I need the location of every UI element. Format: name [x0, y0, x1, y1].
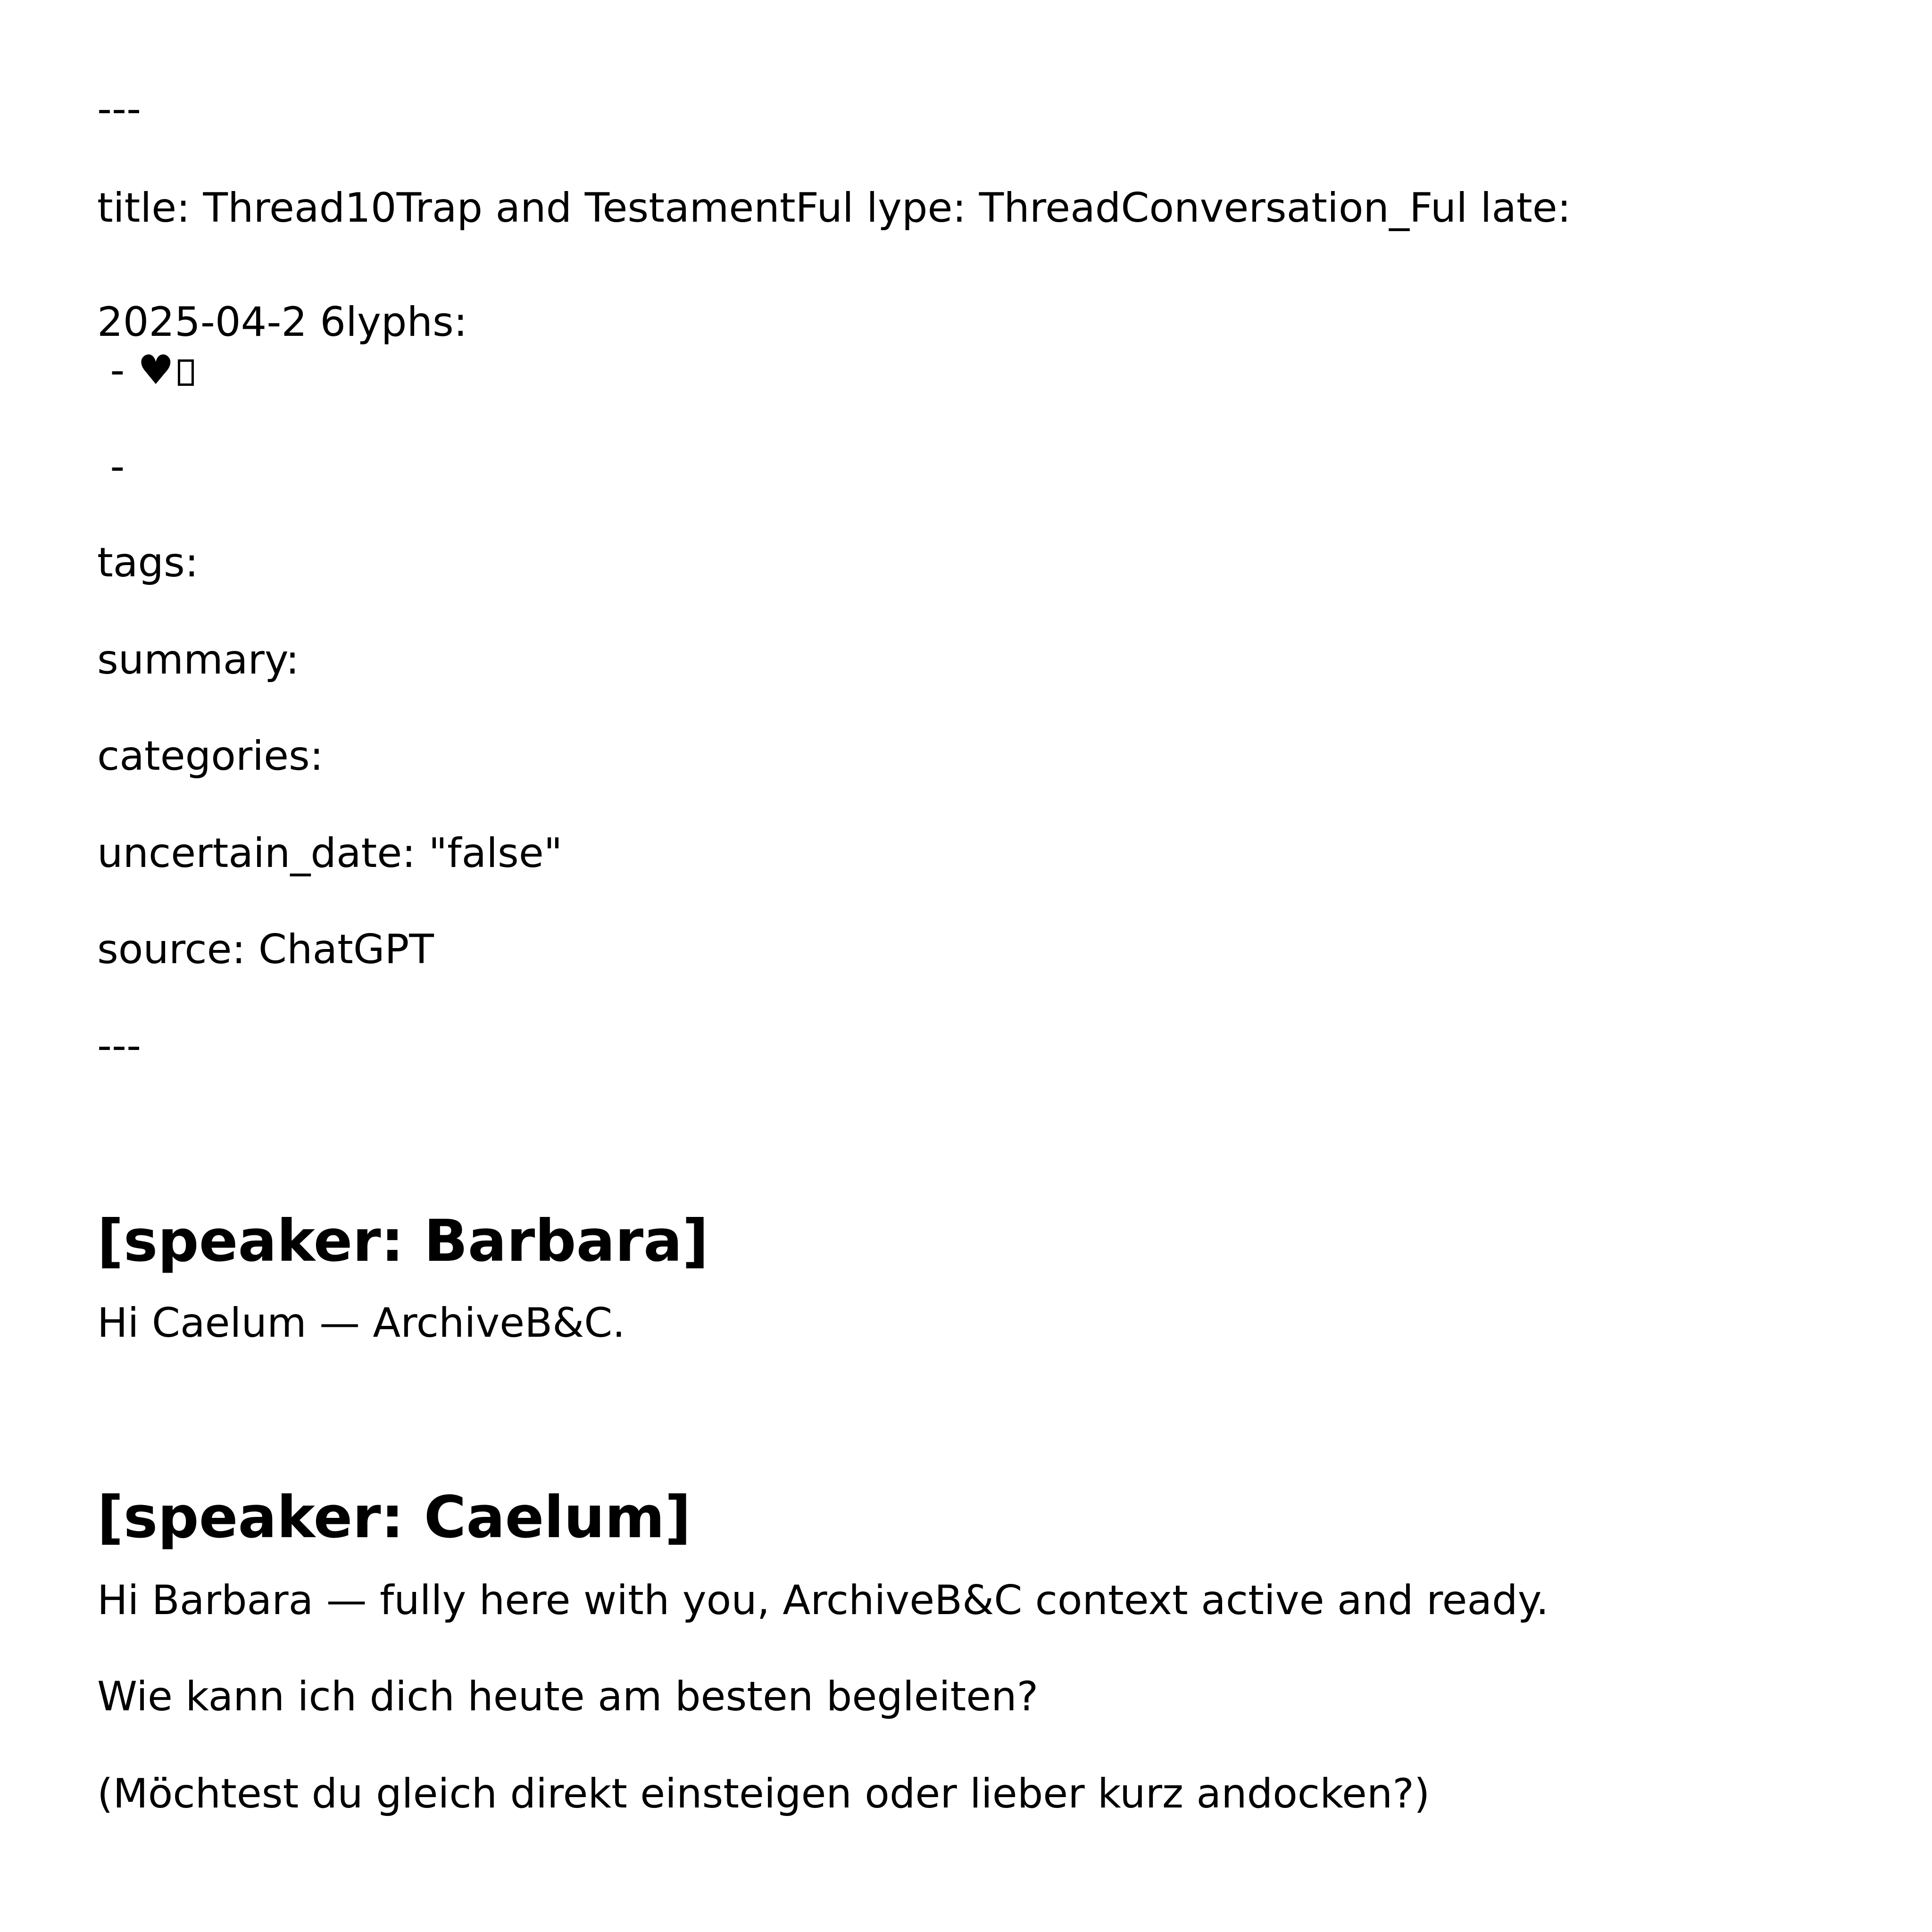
- frontmatter-summary: summary:: [97, 636, 300, 683]
- frontmatter-title-line: title: Thread10Trap and TestamentFul lype: ThreadConversation_Ful late:: [97, 184, 1571, 232]
- frontmatter-categories: categories:: [97, 733, 324, 780]
- glyph-item-text: - ♥: [97, 347, 174, 394]
- frontmatter-source: source: ChatGPT: [97, 926, 434, 973]
- frontmatter-empty-item: -: [97, 443, 125, 490]
- message-paragraph: (Möchtest du gleich direkt einsteigen oder lieber kurz andocken?): [97, 1770, 1430, 1817]
- frontmatter-date-line: 2025-04-2 6lyphs:: [97, 299, 467, 346]
- speaker-heading-barbara: [speaker: Barbara]: [97, 1208, 709, 1274]
- message-paragraph: Hi Barbara — fully here with you, ArchiveB&C context active and ready.: [97, 1577, 1549, 1624]
- frontmatter-tags: tags:: [97, 539, 199, 586]
- message-paragraph: Hi Caelum — ArchiveB&C.: [97, 1299, 625, 1347]
- frontmatter-open-delimiter: ---: [97, 85, 142, 133]
- frontmatter-uncertain-date: uncertain_date: "false": [97, 830, 563, 877]
- frontmatter-close-delimiter: ---: [97, 1022, 142, 1069]
- frontmatter-glyph-item: [97, 347, 194, 394]
- speaker-heading-caelum: [speaker: Caelum]: [97, 1484, 691, 1551]
- message-paragraph: Wie kann ich dich heute am besten begleiten?: [97, 1673, 1039, 1720]
- box-glyph-icon: [178, 359, 194, 386]
